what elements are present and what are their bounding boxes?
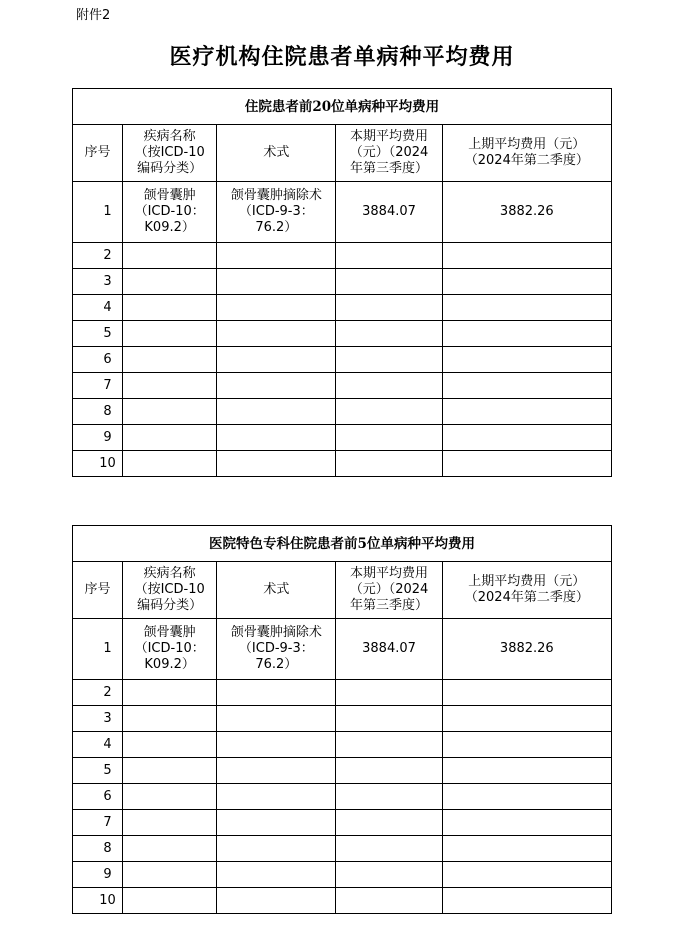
table-caption: 医院特色专科住院患者前5位单病种平均费用 — [73, 526, 612, 562]
row-seq: 6 — [73, 347, 123, 373]
row-current-fee — [336, 451, 442, 477]
row-disease — [123, 758, 217, 784]
row-previous-fee — [442, 295, 611, 321]
row-disease — [123, 373, 217, 399]
row-current-fee — [336, 680, 442, 706]
header-previous-line: （2024年第二季度） — [464, 153, 589, 168]
row-disease-line: K09.2） — [144, 220, 195, 235]
table-row — [73, 680, 612, 706]
row-surgery — [217, 810, 336, 836]
header-previous-line: 上期平均费用（元） — [468, 574, 586, 589]
row-current-fee: 3884.07 — [336, 182, 442, 243]
row-disease — [123, 732, 217, 758]
row-surgery — [217, 347, 336, 373]
row-seq: 9 — [73, 425, 123, 451]
attachment-label: 附件2 — [76, 8, 111, 23]
table-row — [73, 784, 612, 810]
row-current-fee — [336, 373, 442, 399]
row-seq: 7 — [73, 810, 123, 836]
header-previous-fee — [442, 562, 611, 619]
row-disease — [123, 182, 217, 243]
row-seq: 7 — [73, 373, 123, 399]
row-previous-fee — [442, 243, 611, 269]
table-row — [73, 862, 612, 888]
row-previous-fee — [442, 732, 611, 758]
row-surgery — [217, 295, 336, 321]
row-disease — [123, 451, 217, 477]
row-previous-fee — [442, 425, 611, 451]
row-previous-fee — [442, 862, 611, 888]
table-row — [73, 836, 612, 862]
header-seq: 序号 — [73, 125, 123, 182]
row-surgery — [217, 836, 336, 862]
header-previous-fee — [442, 125, 611, 182]
row-seq: 8 — [73, 399, 123, 425]
row-surgery — [217, 399, 336, 425]
row-current-fee — [336, 295, 442, 321]
header-disease-line: （按ICD-10 — [134, 582, 205, 597]
row-previous-fee — [442, 399, 611, 425]
header-current-fee — [336, 125, 442, 182]
row-previous-fee: 3882.26 — [442, 182, 611, 243]
row-current-fee — [336, 706, 442, 732]
row-current-fee — [336, 732, 442, 758]
header-previous-line: （2024年第二季度） — [464, 590, 589, 605]
header-current-line: 年第三季度） — [350, 161, 429, 176]
row-current-fee — [336, 347, 442, 373]
row-surgery — [217, 373, 336, 399]
row-surgery — [217, 451, 336, 477]
row-previous-fee — [442, 680, 611, 706]
header-seq: 序号 — [73, 562, 123, 619]
header-surgery: 术式 — [217, 562, 336, 619]
row-seq: 10 — [73, 451, 123, 477]
header-current-line: 本期平均费用 — [350, 566, 429, 581]
row-seq: 4 — [73, 295, 123, 321]
row-previous-fee — [442, 784, 611, 810]
header-disease — [123, 125, 217, 182]
table-row — [73, 619, 612, 680]
table-row — [73, 451, 612, 477]
row-disease — [123, 706, 217, 732]
header-surgery: 术式 — [217, 125, 336, 182]
table-row — [73, 810, 612, 836]
row-seq: 2 — [73, 243, 123, 269]
row-disease — [123, 680, 217, 706]
row-current-fee — [336, 810, 442, 836]
header-current-line: 本期平均费用 — [350, 129, 429, 144]
row-previous-fee: 3882.26 — [442, 619, 611, 680]
row-surgery — [217, 425, 336, 451]
row-surgery — [217, 862, 336, 888]
row-surgery — [217, 888, 336, 914]
header-current-line: 年第三季度） — [350, 598, 429, 613]
row-current-fee — [336, 269, 442, 295]
row-previous-fee — [442, 706, 611, 732]
row-previous-fee — [442, 888, 611, 914]
header-disease-line: 编码分类） — [137, 161, 203, 176]
table-row — [73, 321, 612, 347]
row-disease — [123, 321, 217, 347]
row-current-fee — [336, 784, 442, 810]
row-disease-line: 颌骨囊肿 — [143, 188, 196, 203]
header-disease-line: 编码分类） — [137, 598, 203, 613]
row-surgery-line: 76.2） — [255, 220, 298, 235]
row-disease — [123, 347, 217, 373]
row-surgery-line: 76.2） — [255, 657, 298, 672]
row-surgery — [217, 182, 336, 243]
table-row — [73, 347, 612, 373]
row-seq: 1 — [73, 182, 123, 243]
table-row — [73, 182, 612, 243]
row-current-fee — [336, 758, 442, 784]
table-row — [73, 373, 612, 399]
row-previous-fee — [442, 269, 611, 295]
top20-fee-table — [72, 88, 612, 477]
row-disease-line: K09.2） — [144, 657, 195, 672]
row-seq: 9 — [73, 862, 123, 888]
row-surgery-line: 颌骨囊肿摘除术 — [230, 188, 322, 203]
row-current-fee — [336, 243, 442, 269]
header-current-line: （元）（2024 — [349, 145, 429, 160]
header-disease-line: 疾病名称 — [143, 566, 196, 581]
row-disease — [123, 784, 217, 810]
row-current-fee — [336, 399, 442, 425]
row-disease — [123, 243, 217, 269]
row-disease — [123, 810, 217, 836]
row-disease-line: 颌骨囊肿 — [143, 625, 196, 640]
table-row — [73, 758, 612, 784]
table-row — [73, 399, 612, 425]
row-seq: 4 — [73, 732, 123, 758]
row-seq: 5 — [73, 758, 123, 784]
table-row — [73, 243, 612, 269]
row-disease-line: （ICD-10： — [134, 641, 205, 656]
header-disease-line: （按ICD-10 — [134, 145, 205, 160]
row-disease — [123, 619, 217, 680]
row-previous-fee — [442, 810, 611, 836]
table-row — [73, 888, 612, 914]
table-row — [73, 425, 612, 451]
row-disease — [123, 836, 217, 862]
row-surgery-line: （ICD-9-3： — [238, 641, 314, 656]
row-current-fee — [336, 836, 442, 862]
row-seq: 8 — [73, 836, 123, 862]
row-disease — [123, 399, 217, 425]
row-disease — [123, 295, 217, 321]
table-row — [73, 706, 612, 732]
specialty-top5-fee-table — [72, 525, 612, 914]
row-seq: 6 — [73, 784, 123, 810]
row-current-fee: 3884.07 — [336, 619, 442, 680]
row-disease-line: （ICD-10： — [134, 204, 205, 219]
row-previous-fee — [442, 758, 611, 784]
row-disease — [123, 425, 217, 451]
header-current-line: （元）（2024 — [349, 582, 429, 597]
row-current-fee — [336, 321, 442, 347]
row-surgery-line: （ICD-9-3： — [238, 204, 314, 219]
row-seq: 1 — [73, 619, 123, 680]
table-row — [73, 269, 612, 295]
row-surgery — [217, 706, 336, 732]
row-surgery — [217, 321, 336, 347]
row-previous-fee — [442, 347, 611, 373]
row-previous-fee — [442, 451, 611, 477]
row-previous-fee — [442, 373, 611, 399]
row-surgery — [217, 243, 336, 269]
row-surgery-line: 颌骨囊肿摘除术 — [230, 625, 322, 640]
row-surgery — [217, 732, 336, 758]
table-row — [73, 295, 612, 321]
row-previous-fee — [442, 321, 611, 347]
row-seq: 3 — [73, 269, 123, 295]
row-surgery — [217, 784, 336, 810]
header-disease-line: 疾病名称 — [143, 129, 196, 144]
document-title: 医疗机构住院患者单病种平均费用 — [169, 44, 515, 70]
row-current-fee — [336, 888, 442, 914]
row-seq: 10 — [73, 888, 123, 914]
row-seq: 5 — [73, 321, 123, 347]
row-surgery — [217, 269, 336, 295]
header-previous-line: 上期平均费用（元） — [468, 137, 586, 152]
row-disease — [123, 888, 217, 914]
row-previous-fee — [442, 836, 611, 862]
row-current-fee — [336, 862, 442, 888]
table-caption: 住院患者前20位单病种平均费用 — [73, 89, 612, 125]
row-surgery — [217, 619, 336, 680]
row-current-fee — [336, 425, 442, 451]
header-current-fee — [336, 562, 442, 619]
row-seq: 2 — [73, 680, 123, 706]
header-disease — [123, 562, 217, 619]
row-seq: 3 — [73, 706, 123, 732]
row-surgery — [217, 680, 336, 706]
row-surgery — [217, 758, 336, 784]
row-disease — [123, 862, 217, 888]
row-disease — [123, 269, 217, 295]
table-row — [73, 732, 612, 758]
